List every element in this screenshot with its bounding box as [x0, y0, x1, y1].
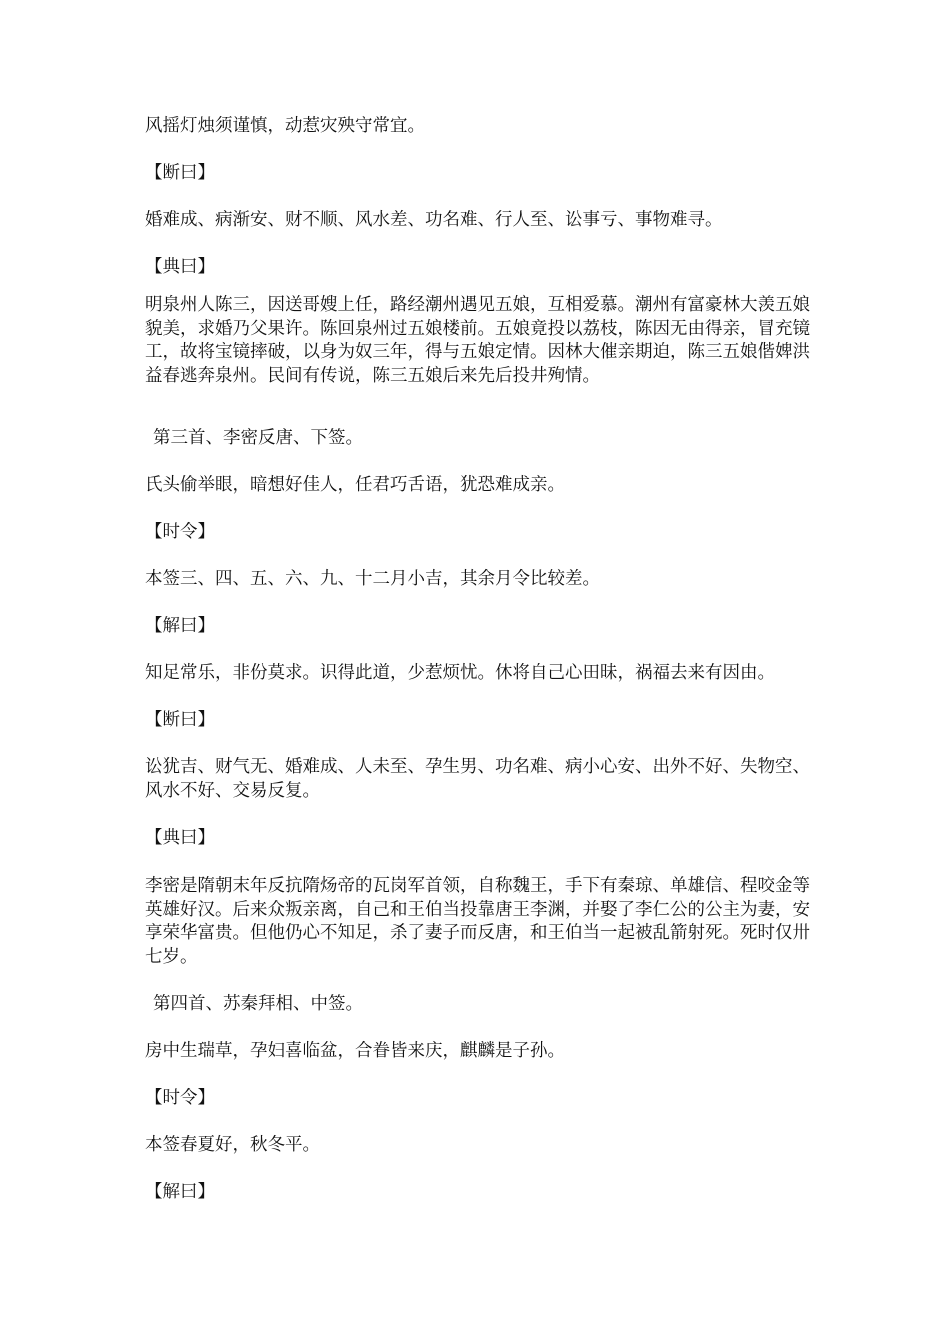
section-heading-shiling: 【时令】 — [145, 1088, 215, 1108]
section-heading-shiling: 【时令】 — [145, 522, 215, 542]
section-heading-dian: 【典曰】 — [145, 257, 215, 277]
verse-line: 房中生瑞草，孕妇喜临盆，合眷皆来庆，麒麟是子孙。 — [145, 1041, 565, 1061]
poem-title-3: 第三首、李密反唐、下签。 — [153, 428, 363, 448]
judgment-text: 讼犹吉、财气无、婚难成、人未至、孕生男、功名难、病小心安、出外不好、失物空、风水不好、交易反复。 — [145, 757, 810, 801]
verse-line: 风摇灯烛须谨慎，动惹灾殃守常宜。 — [145, 116, 425, 136]
section-heading-duan: 【断曰】 — [145, 163, 215, 183]
section-heading-jie: 【解曰】 — [145, 616, 215, 636]
story-paragraph: 李密是隋朝末年反抗隋炀帝的瓦岗军首领，自称魏王，手下有秦琼、单雄信、程咬金等英雄好汉。后来众叛亲离，自己和王伯当投靠唐王李渊，并娶了李仁公的公主为妻，安享荣华富贵。但他仍心不知足，杀了妻子而反唐，和王伯当一起被乱箭射死。死时仅卅七岁。 — [145, 876, 810, 967]
interpretation-text: 知足常乐，非份莫求。识得此道，少惹烦忧。休将自己心田昧，祸福去来有因由。 — [145, 663, 775, 683]
section-heading-jie: 【解曰】 — [145, 1182, 215, 1202]
poem-title-4: 第四首、苏秦拜相、中签。 — [153, 994, 363, 1014]
judgment-text: 婚难成、病渐安、财不顺、风水差、功名难、行人至、讼事亏、事物难寻。 — [145, 210, 723, 230]
story-paragraph: 明泉州人陈三，因送哥嫂上任，路经潮州遇见五娘，互相爱慕。潮州有富豪林大羡五娘貌美，求婚乃父果许。陈回泉州过五娘楼前。五娘竟投以荔枝，陈因无由得亲，冒充镜工，故将宝镜摔破，以身为奴三年，得与五娘定情。因林大催亲期迫，陈三五娘偕婢洪益春逃奔泉州。民间有传说，陈三五娘后来先后投井殉情。 — [145, 295, 810, 386]
section-heading-dian: 【典曰】 — [145, 828, 215, 848]
season-text: 本签三、四、五、六、九、十二月小吉，其余月令比较差。 — [145, 569, 600, 589]
section-heading-duan: 【断曰】 — [145, 710, 215, 730]
verse-line: 氏头偷举眼，暗想好佳人，任君巧舌语，犹恐难成亲。 — [145, 475, 565, 495]
season-text: 本签春夏好，秋冬平。 — [145, 1135, 320, 1155]
